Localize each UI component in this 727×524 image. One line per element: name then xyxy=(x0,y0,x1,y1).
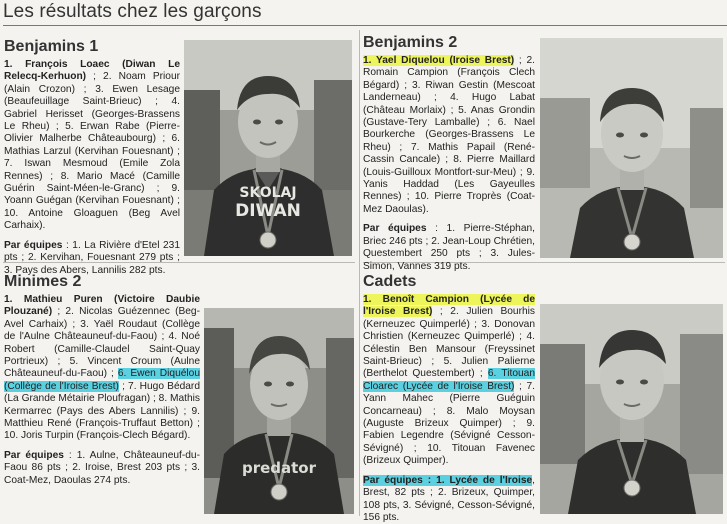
ranking-minimes-2-top: ; 2. Nicolas Guézennec (Beg-Avel Carhaix) ; 3. Yaël Roudaut (Collège de l'Aulne Châteauneuf-du-Faou) ; 4. Noé Robert (Camille-Claudel Saint-Quay Portrieux) ; 5. Vincent Croum (Aulne Châteauneuf-du-Faou) ; xyxy=(4,306,200,380)
winner-minimes-2: 1. Mathieu Puren (Victoire Daubie Plouzané) xyxy=(4,294,200,318)
teams-minimes-2: : 1. Aulne, Châteauneuf-du-Faou 86 pts ; 2. Iroise, Brest 203 pts ; 3. Coat-Mez, Daoulas 274 pts. xyxy=(4,449,200,486)
winner-benjamins-2: 1. Yael Diquelou (Iroise Brest) xyxy=(363,55,515,66)
jersey-text-bottom: DIWAN xyxy=(235,201,301,221)
teams-benjamins-2: : 1. Pierre-Stéphan, Briec 246 pts ; 2. Jean-Loup Chrétien, Questembert 250 pts ; 3. Jules-Simon, Vannes 319 pts. xyxy=(363,223,535,272)
winner-cadets: 1. Benoît Campion (Lycée de l'Iroise Brest) xyxy=(363,294,535,318)
teams-benjamins-1: : 1. La Rivière d'Etel 231 pts ; 2. Kervihan, Fouesnant 279 pts ; 3. Pays des Abers, Lannilis 282 pts. xyxy=(4,239,180,276)
results-benjamins-2 xyxy=(363,55,535,273)
results-minimes-2 xyxy=(4,294,200,487)
teams-cadets: , Brest, 82 pts ; 2. Brizeux, Quimper, 108 pts, 3. Sévigné, Cesson-Sévigné, 156 pts. xyxy=(363,474,535,523)
highlight-cadets: 6. Titouan Cloarec (Lycée de l'Iroise Brest) xyxy=(363,368,535,392)
teams-label-benjamins-2: Par équipes xyxy=(363,223,427,235)
ranking-cadets-rest: ; 7. Yann Mahec (Pierre Guéguin Concarneau) ; 8. Malo Moysan (Auguste Brizeux Quimper) ; 9. Fabien Legendre (Sévigné Cesson-Sévigné) ; 10. Titouan Favenec (Brizeux Quimper). xyxy=(363,380,535,467)
header-rule xyxy=(3,25,727,26)
ranking-cadets-top: ; 2. Julien Bourhis (Kerneuzec Quimperlé) ; 3. Donovan Christien (Kerneuzec Quimperlé) ; 4. Célestin Ben Mansour (Freyssinet Saint-Brieuc) ; 5. Julien Palierne (Berthelot Questembert) ; xyxy=(363,306,536,380)
column-divider xyxy=(359,30,360,516)
results-cadets xyxy=(363,294,535,524)
ranking-benjamins-1: ; 2. Noam Priour (Alain Crozon) ; 3. Ewen Lesage (Beaufeuillage Saint-Brieuc) ; 4. Gabriel Herisset (Georges-Brassens Le Rheu) ; 5. Erwan Rabe (Pierre-Olivier Malherbe Châteaubourg) ; 6. Mathias Larzul (Kervihan Fouesnant) ; 7. Iswan Mesmoud (Emile Zola Rennes) ; 8. Mario Macé (Camille Guérin Saint-Méen-le-Granc) ; 9. Yoann Guégan (Kervihan Fouesnant) ; 10. Antoine Gloaguen (Beg Avel Carhaix). xyxy=(4,71,180,232)
ranking-minimes-2-rest: ; 7. Hugo Bédard (La Grande Métairie Ploufragan) ; 8. Mathis Kermarrec (Pays des Abers Lannilis) ; 9. Matthieu René (François-Truffaut Betton) ; 10. Joris Turpin (François-Clech Bégard). xyxy=(4,380,200,442)
photo-minimes-2-winner xyxy=(204,308,354,514)
section-title-cadets: Cadets xyxy=(363,273,417,290)
winner-benjamins-1: 1. François Loaec (Diwan Le Relecq-Kerhuon) xyxy=(4,59,180,83)
jersey-text-top: SKOLAJ xyxy=(239,185,297,201)
photo-cadets-winner xyxy=(540,304,723,514)
highlight-minimes-2: 6. Ewen Diquélou (Collège de l'Iroise Brest) xyxy=(4,368,200,392)
teams-label-minimes-2: Par équipes xyxy=(4,449,64,461)
teams-label-cadets: Par équipes : 1. Lycée de l'Iroise xyxy=(363,474,533,486)
ranking-benjamins-2: ; 2. Romain Campion (François Clech Bégard) ; 3. Riwan Gestin (Mescoat Landerneau) ; 4. Hugo Labat (Château Morlaix) ; 5. Anas Grondin (Gustave-Tery Lamballe) ; 6. Nael Bourkerche (Georges-Brassens Le Rheu) ; 7. Mathis Papail (René-Cassin Cancale) ; 8. Pierre Maillard (Louis-Guilloux Montfort-sur-Meu) ; 9. Yanis Haddad (Les Gayeulles Rennes) ; 10. Pierre Troprès (Coat-Mez Daoulas). xyxy=(363,55,535,215)
section-title-minimes-2: Minimes 2 xyxy=(4,273,82,290)
photo-benjamins-2-winner xyxy=(540,38,723,258)
section-title-benjamins-1: Benjamins 1 xyxy=(4,38,99,55)
section-title-benjamins-2: Benjamins 2 xyxy=(363,34,458,51)
page-header xyxy=(3,0,727,26)
page-title: Les résultats chez les garçons xyxy=(3,1,262,22)
teams-label-benjamins-1: Par équipes xyxy=(4,239,63,251)
photo-benjamins-1-winner xyxy=(184,40,352,256)
jersey-text: predator xyxy=(241,459,317,477)
results-benjamins-1 xyxy=(4,59,180,277)
